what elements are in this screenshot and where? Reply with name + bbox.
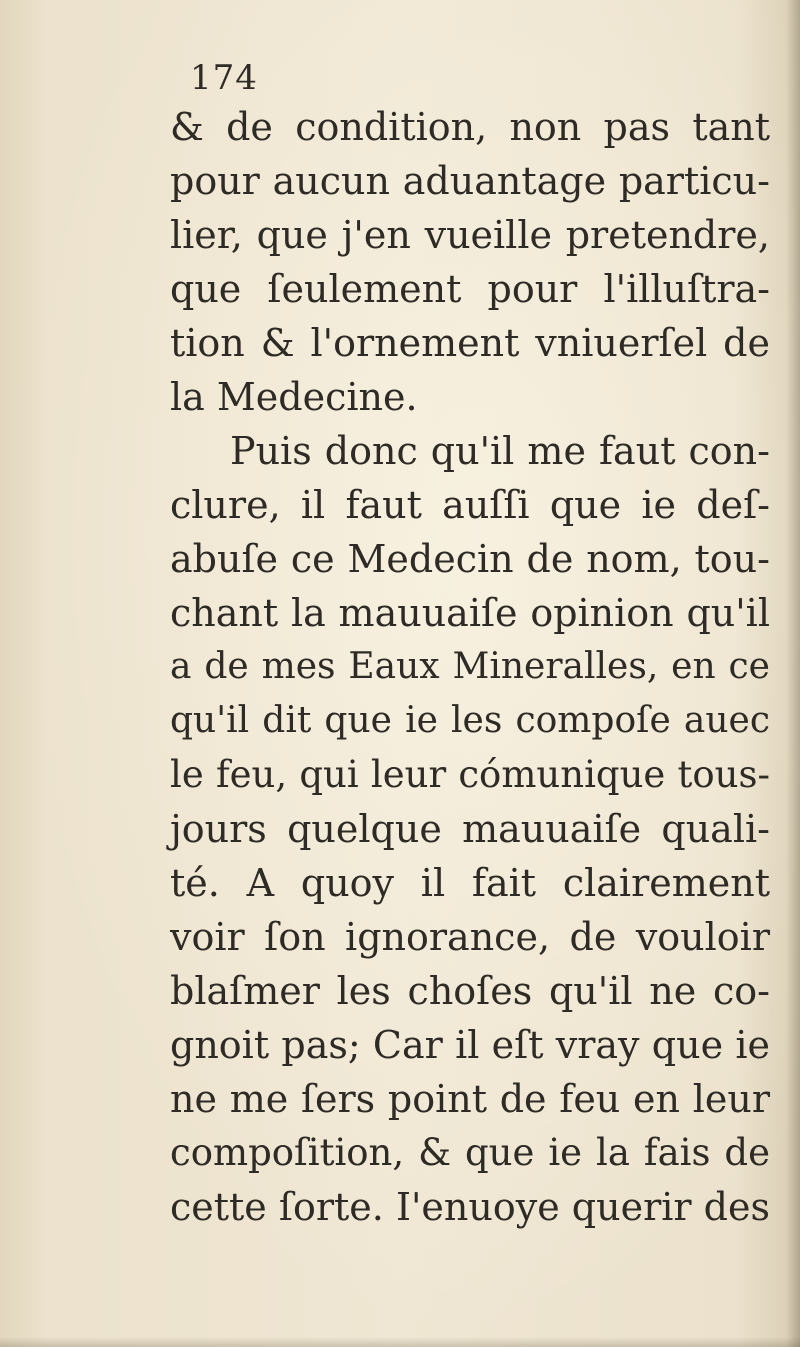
page-edge-shadow	[786, 0, 800, 1347]
text-line: abuſe ce Medecin de nom, tou-	[170, 537, 770, 581]
text-line: a de mes Eaux Mineralles, en ce	[170, 646, 770, 687]
text-line: Puis donc qu'il me faut con-	[230, 429, 770, 473]
text-line: tion & l'ornement vniuerſel de	[170, 321, 770, 365]
page-number: 174	[190, 58, 258, 98]
text-line: ne me ſers point de feu en leur	[170, 1077, 770, 1121]
page-bottom-shadow	[0, 1337, 800, 1347]
text-line: le feu, qui leur cómunique tous-	[170, 753, 770, 796]
text-line: pour aucun aduantage particu-	[170, 159, 770, 203]
text-line: clure, il faut auſſi que ie deſ-	[170, 483, 770, 527]
text-line: que ſeulement pour l'illuſtra-	[170, 267, 770, 311]
text-line: voir ſon ignorance, de vouloir	[170, 915, 770, 959]
text-line: cette ſorte. I'enuoye querir des	[170, 1185, 770, 1229]
text-line: compoſition, & que ie la fais de	[170, 1131, 770, 1174]
text-line: & de condition, non pas tant	[170, 105, 770, 149]
text-line: qu'il dit que ie les compoſe auec	[170, 700, 770, 741]
text-line: té. A quoy il fait clairement	[170, 861, 770, 905]
text-line: gnoit pas; Car il eſt vray que ie	[170, 1023, 770, 1067]
text-line: la Medecine.	[170, 375, 418, 419]
body-text	[170, 100, 770, 1234]
text-line: chant la mauuaiſe opinion qu'il	[170, 591, 770, 635]
text-line: lier, que j'en vueille pretendre,	[170, 213, 770, 257]
text-line: jours quelque mauuaiſe quali-	[170, 807, 770, 851]
text-line: blaſmer les choſes qu'il ne co-	[170, 969, 770, 1013]
